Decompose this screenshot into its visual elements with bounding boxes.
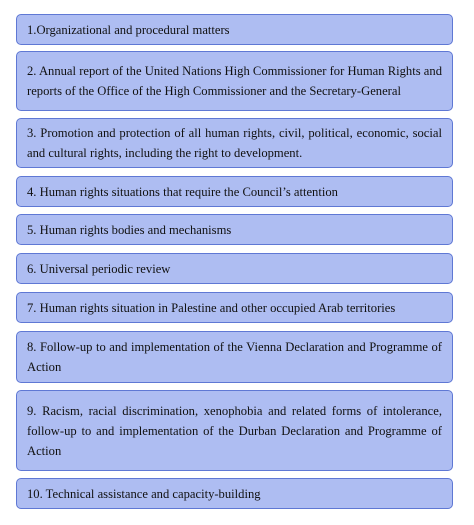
agenda-item-1-text: 1.Organizational and procedural matters [27,22,230,37]
agenda-item-6-text: 6. Universal periodic review [27,261,171,276]
agenda-item-7-text: 7. Human rights situation in Palestine and other occupied Arab territories [27,300,396,315]
agenda-item-3 [16,118,453,168]
agenda-item-2-text: 2. Annual report of the United Nations High Commissioner for Human Rights and reports of the Office of the High Commissioner and the Secretary-General [27,64,442,98]
agenda-item-7 [16,292,453,323]
agenda-item-4-text: 4. Human rights situations that require the Council’s attention [27,184,338,199]
agenda-item-9 [16,390,453,471]
agenda-item-5-text: 5. Human rights bodies and mechanisms [27,222,232,237]
agenda-item-10-text: 10. Technical assistance and capacity-building [27,486,261,501]
agenda-item-8 [16,331,453,383]
agenda-item-9-text: 9. Racism, racial discrimination, xenophobia and related forms of intolerance, follow-up to and implementation of the Durban Declaration and Programme of Action [27,403,442,458]
agenda-item-10 [16,478,453,509]
agenda-item-2 [16,51,453,111]
agenda-item-1 [16,14,453,45]
agenda-item-6 [16,253,453,284]
agenda-item-5 [16,214,453,245]
agenda-item-4 [16,176,453,207]
agenda-item-8-text: 8. Follow-up to and implementation of the Vienna Declaration and Programme of Action [27,340,442,374]
agenda-item-3-text: 3. Promotion and protection of all human rights, civil, political, economic, social and cultural rights, including the right to development. [27,126,442,160]
